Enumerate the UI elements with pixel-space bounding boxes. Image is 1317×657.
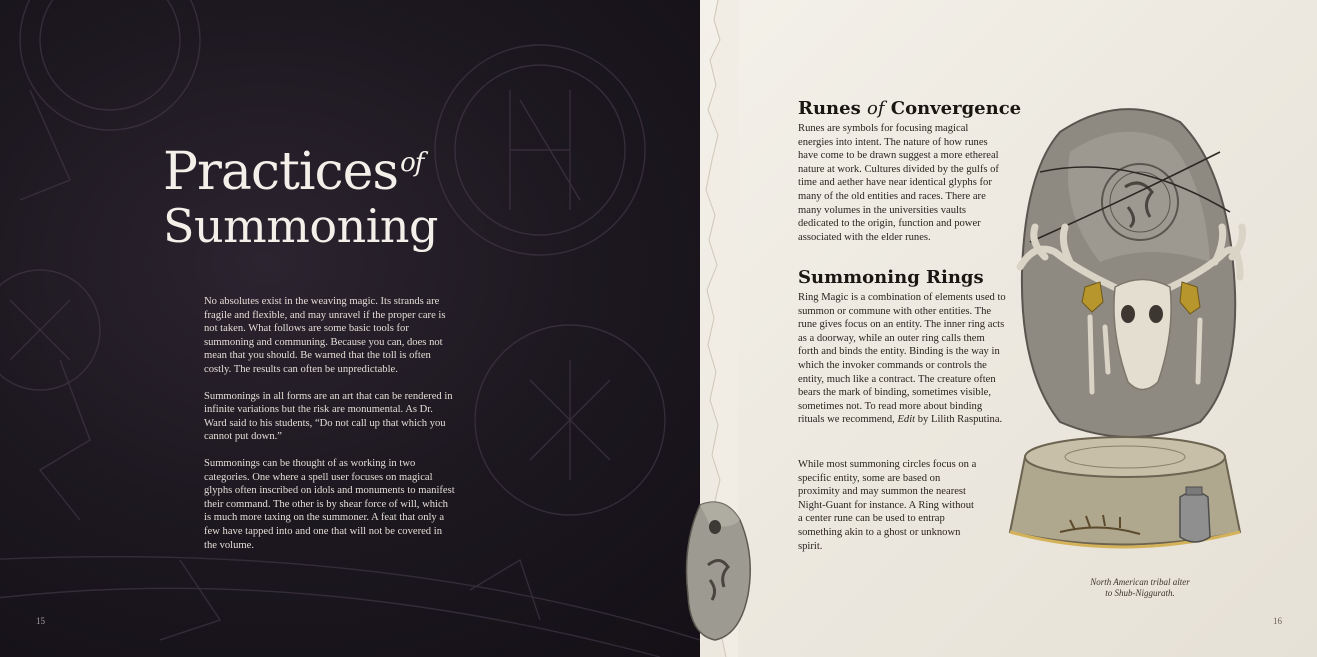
rings-text-after-ref: by Lilith Rasputina.	[915, 414, 1003, 426]
title-summoning: Summoning	[163, 199, 438, 253]
heading-runes-of: of	[867, 98, 885, 119]
caption-line-1: North American tribal alter	[1090, 577, 1190, 587]
heading-runes-of-convergence	[798, 98, 1021, 119]
left-paragraph: Summonings can be thought of as working in two categories. One where a spell user focuses on magical glyphs often inscribed on idols and monuments to manifest their command. The other is by shear force of will, which is much more taxing on the summoner. A feat that only a few have tapped into and one that will not be covered in the volume.	[204, 457, 455, 551]
heading-runes-part2: Convergence	[884, 98, 1022, 119]
illustration-caption	[1040, 577, 1240, 599]
rings-paragraph	[798, 291, 1006, 427]
heading-summoning-rings: Summoning Rings	[798, 267, 984, 288]
rings-body-text-2	[798, 458, 978, 553]
left-paragraph: No absolutes exist in the weaving magic. Its strands are fragile and flexible, and may unravel if the proper care is not taken. What follows are some basic tools for summoning and communing. Because you can, does not mean that you should. Be warned that the toll is often costly. The results can often be unpredictable.	[204, 296, 446, 375]
title-of: of	[400, 148, 424, 178]
title-practices: Practices	[163, 142, 399, 202]
runes-body-text	[798, 122, 1006, 244]
page-title	[163, 135, 483, 252]
rings-paragraph-2: While most summoning circles focus on a specific entity, some are based on proximity and may summon the nearest Night-Guant for instance. A Ring without a center rune can be used to entrap something akin to a ghost or unknown spirit.	[798, 459, 977, 552]
rings-text-before-ref: Ring Magic is a combination of elements used to summon or commune with other entities. The rune gives focus on an entity. The inner ring acts as a doorway, while an outer ring calls them forth and binds the entity. Binding is the way in which the invoker commands or controls the entity, much like a contract. The creature often bears the mark of binding, sometimes visible, sometimes not. To read more about binding rituals we recommend,	[798, 292, 1006, 426]
page-number-left: 15	[36, 616, 45, 626]
book-reference-title: Edit	[897, 414, 916, 426]
stone-charm-illustration	[680, 495, 760, 645]
tribal-altar-illustration	[1000, 92, 1250, 572]
caption-line-2: to Shub-Niggurath.	[1105, 588, 1175, 598]
left-body-text	[204, 295, 456, 565]
heading-runes-part1: Runes	[798, 98, 867, 119]
left-paragraph: Summonings in all forms are an art that can be rendered in infinite variations but the risk are monumental. As Dr. Ward said to his students, “Do not call up that which you cannot put down.”	[204, 390, 453, 443]
rings-body-text	[798, 291, 1006, 427]
page-number-right: 16	[1273, 616, 1282, 626]
runes-paragraph: Runes are symbols for focusing magical energies into intent. The nature of how runes have come to be drawn suggest a more ethereal nature at work. Cultures divided by the gulfs of time and aether have near identical glyphs for many of the old entities and races. There are many volumes in the universities vaults dedicated to the origin, function and power associated with the elder runes.	[798, 123, 999, 243]
